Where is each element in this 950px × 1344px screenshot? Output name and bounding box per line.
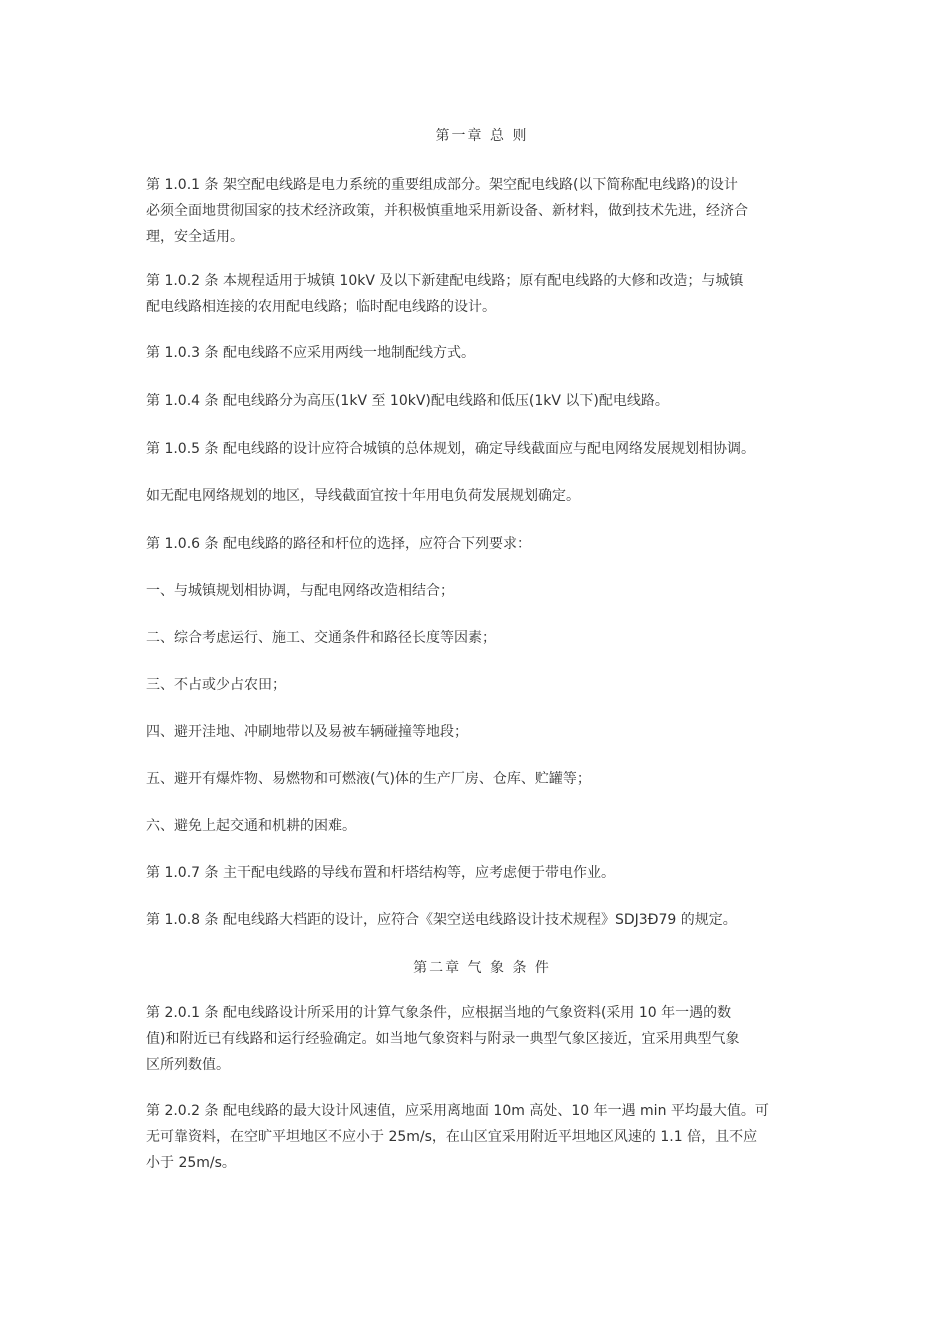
chapter-2-title: 第二章 气 象 条 件 <box>413 960 551 976</box>
requirement-5-line: 五、避开有爆炸物、易燃物和可燃液(气)体的生产厂房、仓库、贮罐等； <box>146 771 591 787</box>
clause-1-0-3-line-1: 第 1.0.3 条 配电线路不应采用两线一地制配线方式。 <box>146 345 475 361</box>
clause-1-0-8-line-1: 第 1.0.8 条 配电线路大档距的设计，应符合《架空送电线路设计技术规程》SDJ3Ð79 的规定。 <box>146 912 737 928</box>
clause-1-0-6 <box>146 531 818 557</box>
clause-2-0-1 <box>146 1000 818 1078</box>
requirement-2-line: 二、综合考虑运行、施工、交通条件和路径长度等因素； <box>146 630 496 646</box>
clause-1-0-1 <box>146 172 818 250</box>
clause-1-0-1-line-2: 必须全面地贯彻国家的技术经济政策，并积极慎重地采用新设备、新材料，做到技术先进，经济合 <box>146 203 748 219</box>
requirement-1 <box>146 578 818 604</box>
requirement-6-line: 六、避免上起交通和机耕的困难。 <box>146 818 356 834</box>
clause-1-0-5-note-line-1: 如无配电网络规划的地区，导线截面宜按十年用电负荷发展规划确定。 <box>146 488 580 504</box>
clause-1-0-7-line-1: 第 1.0.7 条 主干配电线路的导线布置和杆塔结构等，应考虑便于带电作业。 <box>146 865 615 881</box>
clause-2-0-1-line-1: 第 2.0.1 条 配电线路设计所采用的计算气象条件，应根据当地的气象资料(采用 10 年一遇的数 <box>146 1005 732 1021</box>
clause-1-0-5-note <box>146 483 818 509</box>
clause-2-0-1-line-3: 区所列数值。 <box>146 1057 230 1073</box>
requirement-3-line: 三、不占或少占农田； <box>146 677 286 693</box>
clause-1-0-5 <box>146 436 818 462</box>
clause-1-0-7 <box>146 860 818 886</box>
clause-1-0-4 <box>146 388 818 414</box>
chapter-1-title: 第一章 总 则 <box>435 128 529 144</box>
clause-2-0-2-line-2: 无可靠资料，在空旷平坦地区不应小于 25m/s，在山区宜采用附近平坦地区风速的 1.1 倍，且不应 <box>146 1129 758 1145</box>
requirement-3 <box>146 672 818 698</box>
requirement-6 <box>146 813 818 839</box>
clause-1-0-2-line-2: 配电线路相连接的农用配电线路；临时配电线路的设计。 <box>146 299 496 315</box>
requirement-5 <box>146 766 818 792</box>
clause-1-0-1-line-3: 理，安全适用。 <box>146 229 244 245</box>
clause-1-0-3 <box>146 340 818 366</box>
requirement-4-line: 四、避开洼地、冲刷地带以及易被车辆碰撞等地段； <box>146 724 468 740</box>
clause-1-0-6-line-1: 第 1.0.6 条 配电线路的路径和杆位的选择，应符合下列要求： <box>146 536 531 552</box>
clause-1-0-5-line-1: 第 1.0.5 条 配电线路的设计应符合城镇的总体规划，确定导线截面应与配电网络发展规划相协调。 <box>146 441 755 457</box>
clause-1-0-2 <box>146 268 818 320</box>
requirement-1-line: 一、与城镇规划相协调，与配电网络改造相结合； <box>146 583 454 599</box>
requirement-4 <box>146 719 818 745</box>
clause-1-0-2-line-1: 第 1.0.2 条 本规程适用于城镇 10kV 及以下新建配电线路；原有配电线路的大修和改造；与城镇 <box>146 273 744 289</box>
clause-2-0-2 <box>146 1098 818 1176</box>
clause-2-0-2-line-3: 小于 25m/s。 <box>146 1155 236 1171</box>
clause-1-0-8 <box>146 907 818 933</box>
clause-2-0-1-line-2: 值)和附近已有线路和运行经验确定。如当地气象资料与附录一典型气象区接近，宜采用典型气象 <box>146 1031 740 1047</box>
clause-2-0-2-line-1: 第 2.0.2 条 配电线路的最大设计风速值，应采用离地面 10m 高处、10 年一遇 min 平均最大值。可 <box>146 1103 769 1119</box>
clause-1-0-4-line-1: 第 1.0.4 条 配电线路分为高压(1kV 至 10kV)配电线路和低压(1kV 以下)配电线路。 <box>146 393 669 409</box>
requirement-2 <box>146 625 818 651</box>
clause-1-0-1-line-1: 第 1.0.1 条 架空配电线路是电力系统的重要组成部分。架空配电线路(以下简称配电线路)的设计 <box>146 177 738 193</box>
